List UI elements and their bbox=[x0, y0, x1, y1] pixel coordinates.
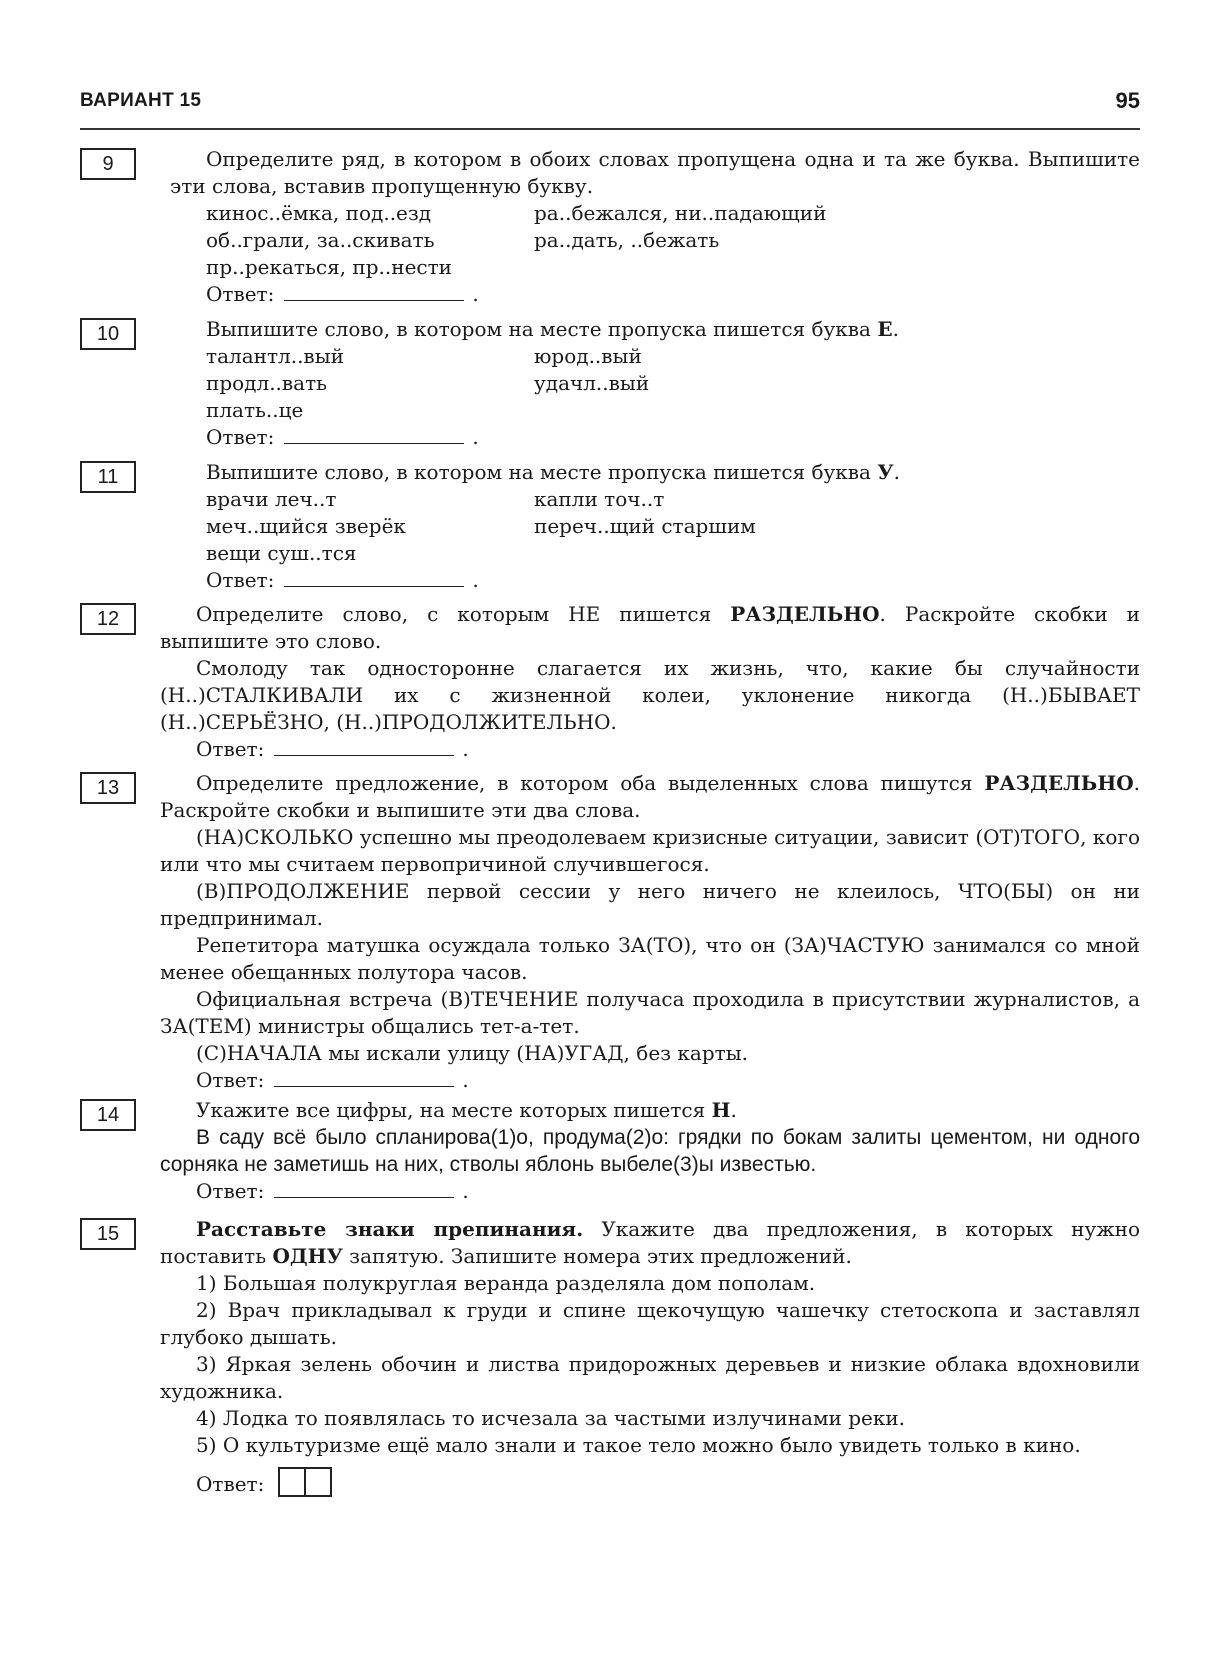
task-content bbox=[160, 1097, 1140, 1205]
task-number: 14 bbox=[80, 1099, 136, 1131]
answer-line[interactable] bbox=[284, 568, 464, 587]
task-prompt bbox=[160, 601, 1140, 655]
answer-row bbox=[160, 1067, 1140, 1094]
prompt-bold: Е bbox=[877, 317, 893, 341]
sentence: Репетитора матушка осуждала только ЗА(ТО), что он (ЗА)ЧАСТУЮ занимался со мной менее обещанных полутора часов. bbox=[160, 933, 1140, 984]
task-content bbox=[170, 146, 1140, 308]
task-prompt: Определите ряд, в котором в обоих словах пропущена одна и та же буква. Выпишите эти слова, вставив пропущенную букву. bbox=[170, 147, 1140, 198]
option: вещи суш..тся bbox=[206, 541, 357, 565]
task-text: Смолоду так односторонне слагается их жизнь, что, какие бы случайности (Н..)СТАЛКИВАЛИ их с жизненной колеи, уклонение никогда (Н..)БЫВАЕТ (Н..)СЕРЬЁЗНО, (Н..)ПРОДОЛЖИТЕЛЬНО. bbox=[160, 656, 1140, 734]
sentence: (С)НАЧАЛА мы искали улицу (НА)УГАД, без карты. bbox=[196, 1041, 748, 1065]
option: пр..рекаться, пр..нести bbox=[206, 255, 453, 279]
task-number: 15 bbox=[80, 1218, 136, 1250]
variant-title: ВАРИАНТ 15 bbox=[80, 90, 202, 111]
task-content bbox=[160, 601, 1140, 763]
sentence: 2) Врач прикладывал к груди и спине щекочущую чашечку стетоскопа и заставлял глубоко дышать. bbox=[160, 1298, 1140, 1349]
prompt-text: Выпишите слово, в котором на месте пропуска пишется буква bbox=[206, 460, 878, 484]
answer-line[interactable] bbox=[284, 282, 464, 301]
prompt-end: . bbox=[892, 317, 899, 341]
option: переч..щий старшим bbox=[534, 514, 756, 538]
prompt-bold-lead: Расставьте знаки препинания. bbox=[196, 1217, 584, 1241]
task-number: 11 bbox=[80, 461, 136, 493]
sentence: Официальная встреча (В)ТЕЧЕНИЕ получаса проходила в присутствии журналистов, а ЗА(ТЕМ) министры общались тет-а-тет. bbox=[160, 987, 1140, 1038]
option: юрод..вый bbox=[534, 344, 642, 368]
task-content bbox=[170, 459, 1140, 594]
option: плать..це bbox=[206, 398, 304, 422]
answer-line[interactable] bbox=[284, 425, 464, 444]
task-prompt bbox=[160, 770, 1140, 824]
answer-box-1[interactable] bbox=[278, 1467, 306, 1497]
task-prompt bbox=[160, 1216, 1140, 1270]
answer-row bbox=[160, 1467, 1140, 1504]
option: об..грали, за..скивать bbox=[206, 228, 435, 252]
prompt-end: запятую. Запишите номера этих предложений. bbox=[342, 1244, 852, 1268]
sentence: 3) Яркая зелень обочин и листва придорожных деревьев и низкие облака вдохновили художника. bbox=[160, 1352, 1140, 1403]
task-number: 12 bbox=[80, 603, 136, 635]
prompt-text: Определите предложение, в котором оба выделенных слова пишутся bbox=[196, 771, 985, 795]
sentence: (В)ПРОДОЛЖЕНИЕ первой сессии у него ничего не клеилось, ЧТО(БЫ) он ни предпринимал. bbox=[160, 879, 1140, 930]
answer-label: Ответ: bbox=[196, 1068, 265, 1092]
answer-row bbox=[170, 281, 1140, 308]
prompt-bold: РАЗДЕЛЬНО bbox=[984, 771, 1134, 795]
page-number: 95 bbox=[1115, 88, 1140, 113]
prompt-end: . bbox=[730, 1098, 737, 1122]
answer-label: Ответ: bbox=[206, 425, 275, 449]
prompt-bold: У bbox=[877, 460, 894, 484]
answer-boxes bbox=[278, 1467, 330, 1504]
answer-row bbox=[160, 1178, 1140, 1205]
answer-dot: . bbox=[462, 1068, 469, 1092]
answer-dot: . bbox=[472, 282, 479, 306]
sentence: 4) Лодка то появлялась то исчезала за частыми излучинами реки. bbox=[196, 1406, 906, 1430]
task-number: 13 bbox=[80, 772, 136, 804]
task-number: 9 bbox=[80, 148, 136, 180]
task-prompt bbox=[170, 316, 1140, 343]
answer-dot: . bbox=[462, 737, 469, 761]
prompt-bold: Н bbox=[711, 1098, 731, 1122]
answer-dot: . bbox=[472, 425, 479, 449]
prompt-text: Укажите два предложения, в которых нужно поставить bbox=[160, 1217, 1140, 1268]
option: меч..щийся зверёк bbox=[206, 514, 406, 538]
option: удачл..вый bbox=[534, 371, 650, 395]
prompt-bold: РАЗДЕЛЬНО bbox=[730, 602, 880, 626]
page-header bbox=[80, 88, 1140, 130]
answer-label: Ответ: bbox=[196, 737, 265, 761]
prompt-text: Укажите все цифры, на месте которых пишется bbox=[196, 1098, 712, 1122]
option: врачи леч..т bbox=[206, 487, 337, 511]
options-grid bbox=[170, 200, 1140, 281]
option: талантл..вый bbox=[206, 344, 344, 368]
answer-dot: . bbox=[472, 568, 479, 592]
answer-line[interactable] bbox=[274, 1068, 454, 1087]
option: продл..вать bbox=[206, 371, 328, 395]
answer-box-2[interactable] bbox=[304, 1467, 332, 1497]
options-grid bbox=[170, 486, 1140, 567]
answer-row bbox=[170, 567, 1140, 594]
sentence: (НА)СКОЛЬКО успешно мы преодолеваем кризисные ситуации, зависит (ОТ)ТОГО, кого или что мы считаем первопричиной случившегося. bbox=[160, 825, 1140, 876]
task-prompt bbox=[170, 459, 1140, 486]
option: капли точ..т bbox=[534, 487, 665, 511]
prompt-end: . Раскройте скобки и выпишите это слово. bbox=[160, 602, 1141, 653]
answer-dot: . bbox=[462, 1179, 469, 1203]
task-content bbox=[170, 316, 1140, 451]
answer-line[interactable] bbox=[274, 1179, 454, 1198]
task-prompt bbox=[160, 1097, 1140, 1124]
prompt-text: Выпишите слово, в котором на месте пропуска пишется буква bbox=[206, 317, 878, 341]
prompt-end: . Раскройте скобки и выпишите эти два слова. bbox=[160, 771, 1140, 822]
prompt-bold: ОДНУ bbox=[272, 1244, 343, 1268]
answer-line[interactable] bbox=[274, 737, 454, 756]
prompt-text: Определите слово, с которым НЕ пишется bbox=[196, 602, 731, 626]
option: кинос..ёмка, под..езд bbox=[206, 201, 432, 225]
task-text: В саду всё было спланирова(1)о, продума(2)о: грядки по бокам залиты цементом, ни одного сорняка не заметишь на них, стволы яблонь выбеле(3)ы известью. bbox=[160, 1126, 1140, 1176]
task-number: 10 bbox=[80, 318, 136, 350]
task-content bbox=[160, 1216, 1140, 1504]
options-grid bbox=[170, 343, 1140, 424]
sentence: 5) О культуризме ещё мало знали и такое тело можно было увидеть только в кино. bbox=[196, 1433, 1081, 1457]
prompt-end: . bbox=[893, 460, 900, 484]
answer-row bbox=[170, 424, 1140, 451]
option: ра..дать, ..бежать bbox=[534, 228, 720, 252]
sentence: 1) Большая полукруглая веранда разделяла дом пополам. bbox=[196, 1271, 816, 1295]
option: ра..бежался, ни..падающий bbox=[534, 201, 827, 225]
answer-label: Ответ: bbox=[196, 1472, 265, 1496]
answer-row bbox=[160, 736, 1140, 763]
answer-label: Ответ: bbox=[206, 282, 275, 306]
task-content bbox=[160, 770, 1140, 1094]
answer-label: Ответ: bbox=[206, 568, 275, 592]
answer-label: Ответ: bbox=[196, 1179, 265, 1203]
